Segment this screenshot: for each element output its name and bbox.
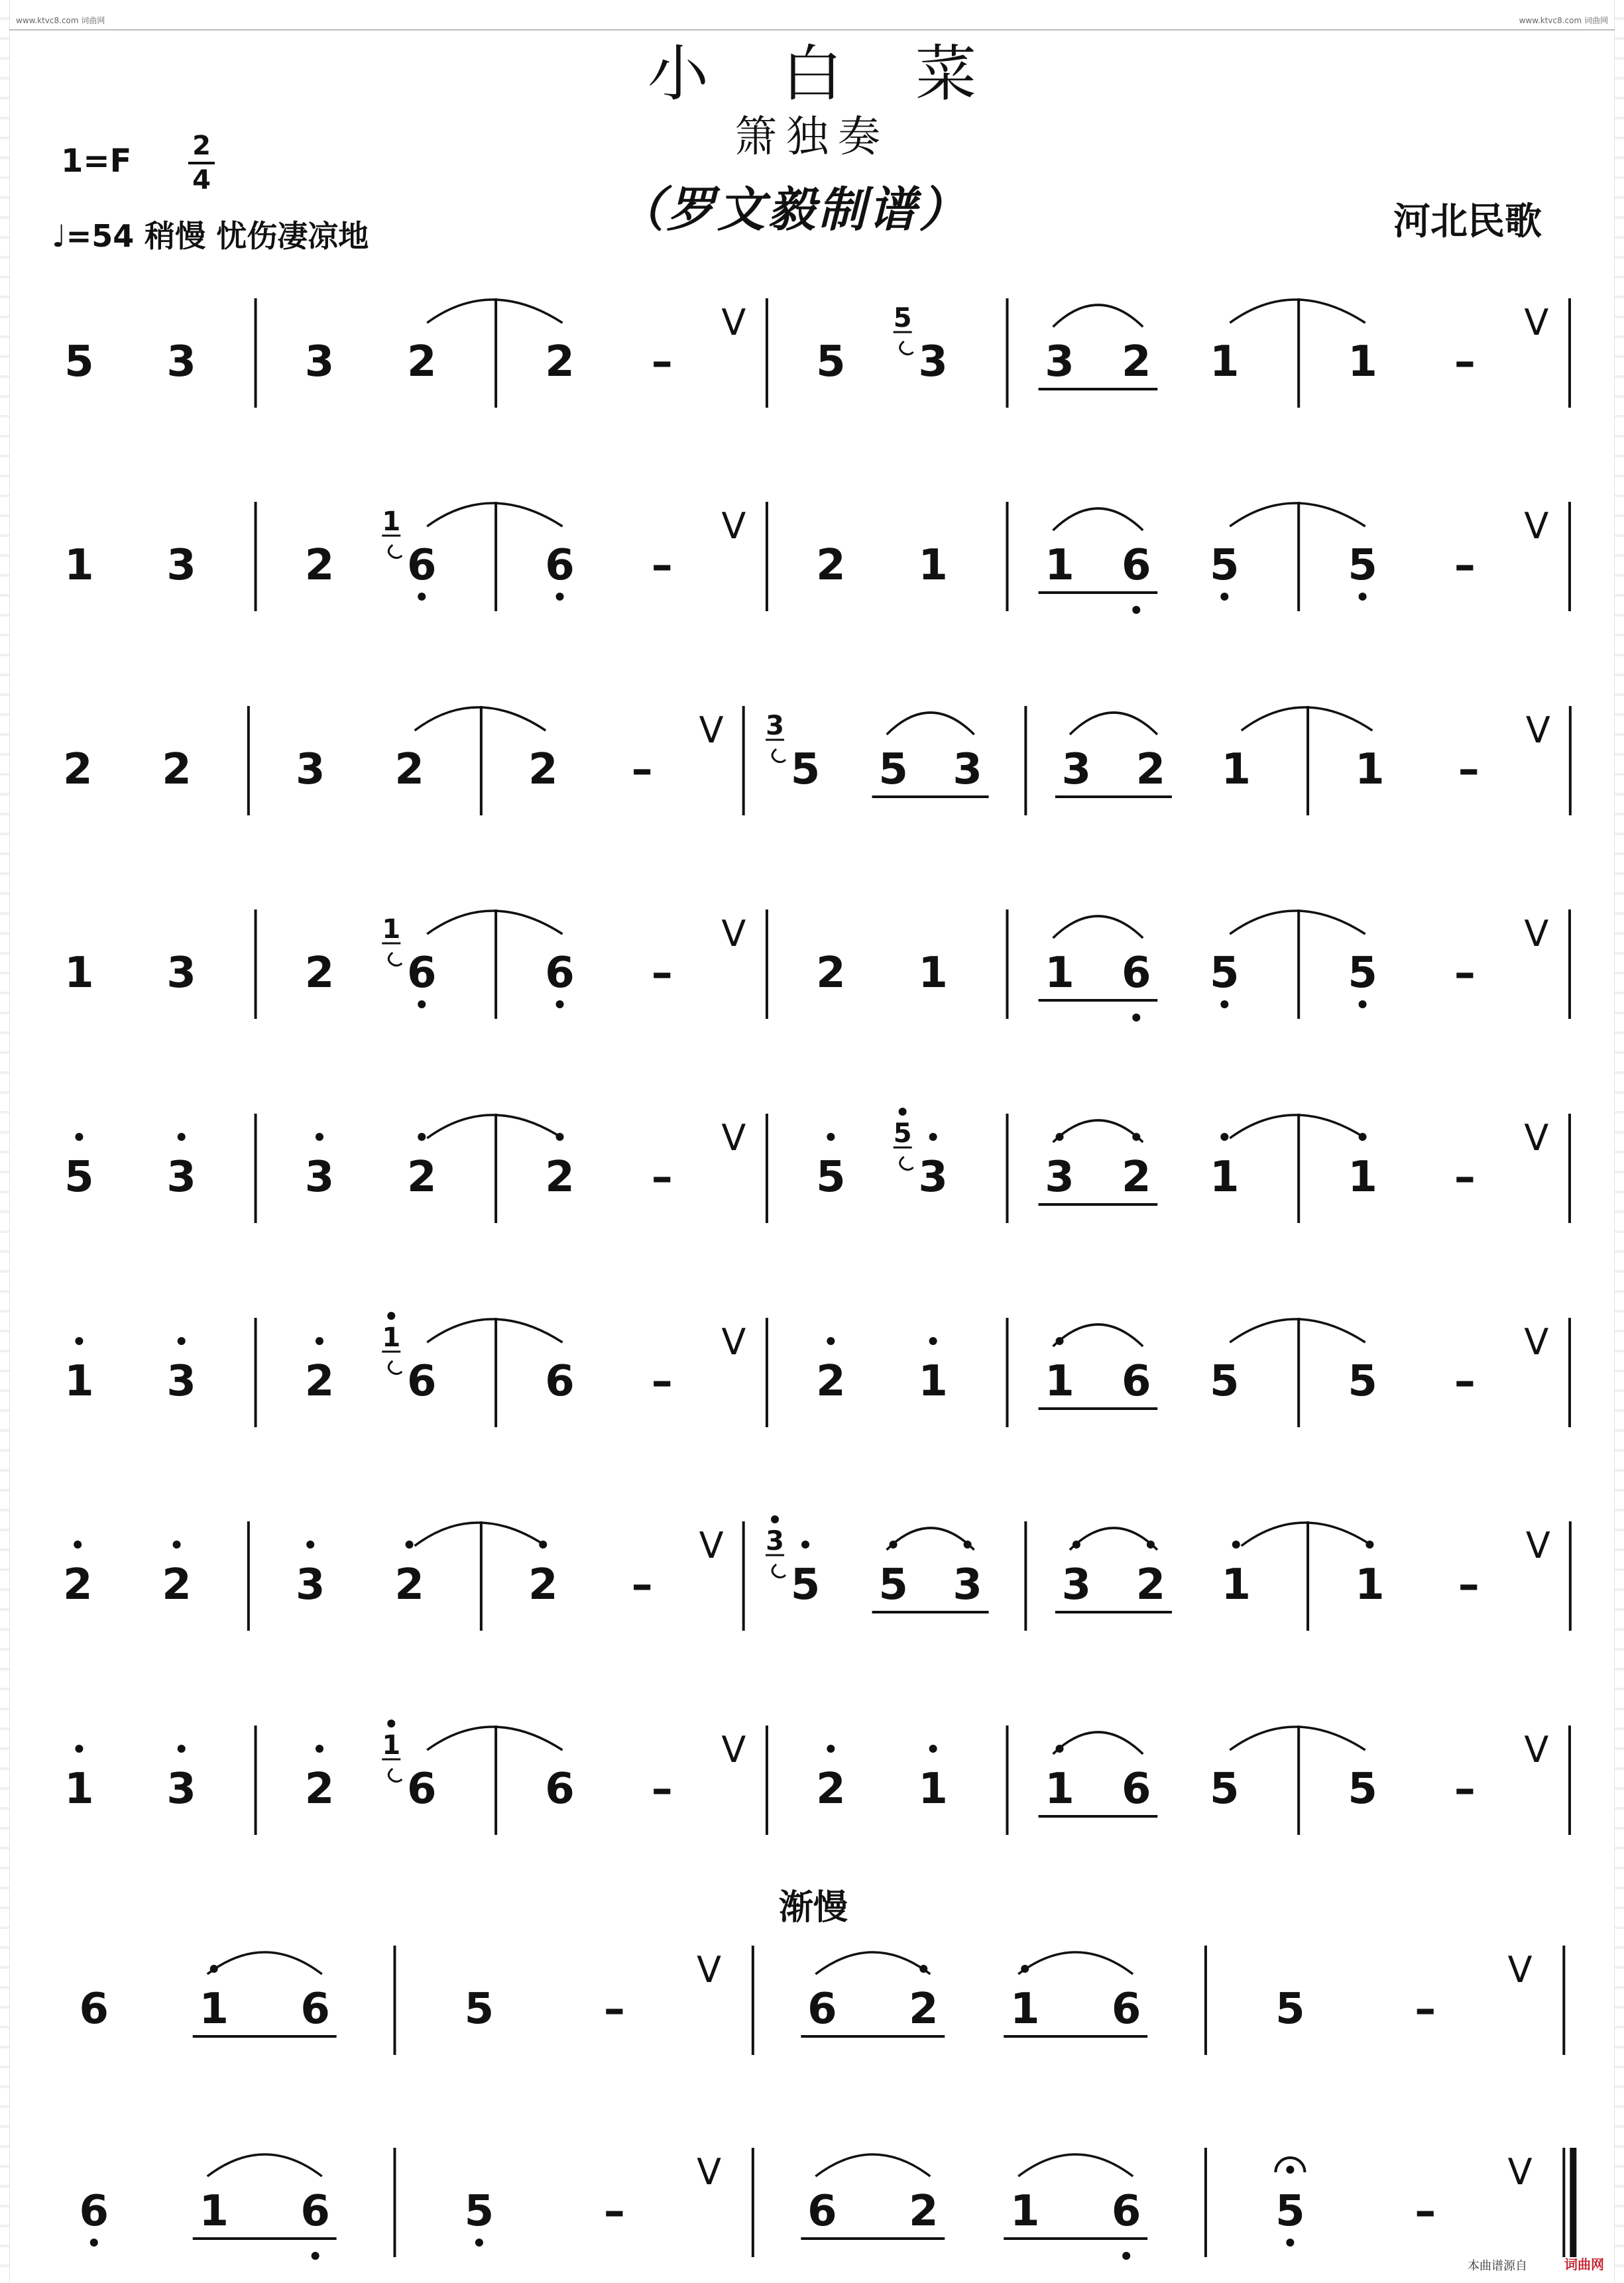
note-digit: 2 (62, 1560, 93, 1610)
low-octave-dot (1132, 606, 1140, 614)
note-digit: 1 (1045, 949, 1074, 998)
high-octave-dot (178, 1745, 186, 1753)
note-digit: 1 (1210, 1153, 1240, 1202)
note-digit: 1 (1348, 1153, 1377, 1202)
high-octave-dot (75, 1337, 83, 1345)
note-digit: 3 (166, 337, 196, 386)
note-digit: 1 (918, 541, 948, 590)
slur-arc (887, 713, 974, 734)
note-digit: 3 (918, 1153, 948, 1202)
high-octave-dot (801, 1541, 809, 1549)
note-digit: 6 (1121, 1765, 1151, 1814)
breath-mark: V (721, 505, 746, 547)
note-digit: 6 (1111, 2187, 1141, 2236)
note-digit: 6 (545, 949, 575, 998)
high-octave-dot (827, 1745, 835, 1753)
note-digit: 3 (953, 1560, 982, 1610)
grace-hook (388, 1361, 402, 1374)
breath-mark: V (1507, 1949, 1533, 1991)
sustain-dash: – (1458, 1560, 1479, 1610)
low-octave-dot (1220, 593, 1228, 601)
breath-mark: V (1525, 709, 1550, 751)
note-digit: 5 (464, 2187, 494, 2236)
breath-mark: V (1524, 913, 1549, 955)
low-octave-dot (1286, 2239, 1294, 2247)
sustain-dash: – (651, 337, 673, 386)
note-digit: 1 (1348, 337, 1377, 386)
sustain-dash: – (631, 1560, 653, 1610)
song-origin: 河北民歌 (1393, 200, 1542, 243)
ritardando-marking: 渐慢 (779, 1888, 848, 1928)
slur-arc (207, 2154, 322, 2176)
note-digit: 6 (406, 541, 437, 590)
low-octave-dot (1359, 593, 1367, 601)
grace-hook (388, 545, 402, 558)
site-watermark-left: www.ktvc8.com 词曲网 (16, 16, 105, 25)
high-octave-dot (316, 1337, 323, 1345)
note-digit: 2 (162, 745, 192, 794)
note-digit: 2 (304, 1765, 335, 1814)
note-digit: 2 (816, 1357, 846, 1406)
high-octave-dot (1220, 1133, 1228, 1141)
note-digit: 3 (295, 745, 325, 794)
slur-arc (1053, 1120, 1143, 1142)
note-digit: 5 (64, 1153, 94, 1202)
note-digit: 6 (300, 1985, 330, 2034)
slur-arc (1053, 508, 1143, 530)
note-digit: 3 (166, 1765, 196, 1814)
note-digit: 5 (1275, 1985, 1305, 2034)
note-digit: 1 (918, 1765, 948, 1814)
key-signature: 1=F (61, 143, 132, 180)
low-octave-dot (418, 593, 426, 601)
note-digit: 5 (1348, 541, 1377, 590)
sustain-dash: – (1454, 1153, 1476, 1202)
sustain-dash: – (1458, 745, 1479, 794)
note-digit: 5 (1210, 1765, 1240, 1814)
note-digit: 2 (528, 745, 558, 794)
sustain-dash: – (651, 1765, 673, 1814)
high-octave-dot (827, 1133, 835, 1141)
sustain-dash: – (651, 949, 673, 998)
slur-arc (1018, 1952, 1133, 1974)
note-digit: 2 (1135, 745, 1166, 794)
high-octave-dot (406, 1541, 414, 1549)
breath-mark: V (1507, 2151, 1533, 2193)
note-digit: 2 (406, 337, 437, 386)
low-octave-dot (312, 2252, 319, 2260)
slur-arc (207, 1952, 322, 1974)
low-octave-dot (475, 2239, 483, 2247)
note-digit: 1 (64, 541, 94, 590)
note-digit: 6 (79, 2187, 109, 2236)
breath-mark: V (1524, 505, 1549, 547)
note-digit: 2 (1121, 337, 1151, 386)
fermata-dot (1286, 2166, 1294, 2174)
sustain-dash: – (603, 1985, 625, 2034)
note-digit: 1 (64, 1765, 94, 1814)
note-digit: 1 (1221, 1560, 1251, 1610)
high-octave-dot (1232, 1541, 1240, 1549)
breath-mark: V (721, 1117, 746, 1159)
meter-numerator: 2 (192, 131, 211, 161)
grace-high-dot (387, 1312, 395, 1320)
note-digit: 5 (464, 1985, 494, 2034)
high-octave-dot (316, 1745, 323, 1753)
grace-note: 3 (766, 711, 784, 741)
note-digit: 2 (162, 1560, 192, 1610)
song-subtitle: 箫独奏 (734, 113, 890, 162)
note-digit: 6 (545, 1765, 575, 1814)
note-digit: 6 (545, 1357, 575, 1406)
note-digit: 2 (62, 745, 93, 794)
note-digit: 1 (1045, 1357, 1074, 1406)
note-digit: 6 (1121, 541, 1151, 590)
slur-arc (1018, 2154, 1133, 2176)
grace-note: 5 (893, 303, 912, 333)
note-digit: 6 (807, 1985, 837, 2034)
note-digit: 2 (528, 1560, 558, 1610)
note-digit: 2 (909, 2187, 939, 2236)
grace-high-dot (899, 1108, 907, 1116)
sustain-dash: – (1454, 1765, 1476, 1814)
slur-arc (1070, 713, 1157, 734)
note-digit: 3 (1061, 745, 1092, 794)
breath-mark: V (1525, 1525, 1550, 1566)
note-digit: 1 (199, 1985, 229, 2034)
high-octave-dot (178, 1133, 186, 1141)
note-digit: 6 (807, 2187, 837, 2236)
note-digit: 5 (1210, 1357, 1240, 1406)
note-digit: 1 (1355, 1560, 1385, 1610)
high-octave-dot (418, 1133, 426, 1141)
high-octave-dot (929, 1337, 937, 1345)
high-octave-dot (827, 1337, 835, 1345)
grace-note: 5 (893, 1118, 912, 1149)
high-octave-dot (929, 1133, 937, 1141)
high-octave-dot (306, 1541, 314, 1549)
note-digit: 3 (304, 1153, 335, 1202)
sustain-dash: – (603, 2187, 625, 2236)
sustain-dash: – (631, 745, 653, 794)
high-octave-dot (75, 1133, 83, 1141)
note-digit: 1 (1045, 541, 1074, 590)
sustain-dash: – (1454, 337, 1476, 386)
note-digit: 2 (1121, 1153, 1151, 1202)
sustain-dash: – (1415, 1985, 1436, 2034)
note-digit: 1 (918, 949, 948, 998)
song-title: 小白菜 (647, 38, 1049, 109)
tempo-marking: ♩=54 稍慢 忧伤凄凉地 (52, 218, 369, 254)
breath-mark: V (697, 2151, 722, 2193)
site-watermark-right: www.ktvc8.com 词曲网 (1519, 16, 1608, 25)
note-digit: 3 (1061, 1560, 1092, 1610)
note-digit: 2 (394, 745, 424, 794)
note-digit: 2 (816, 949, 846, 998)
sustain-dash: – (651, 1357, 673, 1406)
low-octave-dot (556, 1000, 564, 1008)
note-digit: 3 (953, 745, 982, 794)
high-octave-dot (316, 1133, 323, 1141)
breath-mark: V (721, 1321, 746, 1363)
note-digit: 6 (406, 1357, 437, 1406)
grace-hook (900, 1157, 913, 1170)
sustain-dash: – (1454, 1357, 1476, 1406)
note-digit: 6 (1121, 1357, 1151, 1406)
note-digit: 2 (545, 1153, 575, 1202)
note-digit: 3 (166, 541, 196, 590)
slur-arc (815, 2154, 930, 2176)
breath-mark: V (1524, 1321, 1549, 1363)
breath-mark: V (721, 302, 746, 343)
low-octave-dot (1220, 1000, 1228, 1008)
grace-note: 1 (382, 914, 401, 945)
note-digit: 3 (304, 337, 335, 386)
breath-mark: V (699, 1525, 724, 1566)
grace-note: 1 (382, 506, 401, 537)
note-digit: 2 (1135, 1560, 1166, 1610)
note-digit: 1 (64, 1357, 94, 1406)
high-octave-dot (74, 1541, 82, 1549)
slur-arc (1070, 1528, 1157, 1550)
grace-hook (388, 1769, 402, 1782)
slur-arc (887, 1528, 974, 1550)
note-digit: 6 (1121, 949, 1151, 998)
slur-arc (1053, 1732, 1143, 1754)
low-octave-dot (1122, 2252, 1130, 2260)
note-digit: 5 (1348, 1765, 1377, 1814)
note-digit: 5 (1348, 949, 1377, 998)
note-digit: 2 (545, 337, 575, 386)
grace-hook (772, 1564, 785, 1578)
grace-hook (388, 953, 402, 966)
slur-arc (815, 1952, 930, 1974)
arranger-credit: （罗文毅制谱） (616, 181, 970, 237)
low-octave-dot (1132, 1014, 1140, 1022)
sustain-dash: – (1454, 541, 1476, 590)
note-digit: 2 (816, 1765, 846, 1814)
low-octave-dot (556, 593, 564, 601)
grace-note: 3 (766, 1526, 784, 1556)
note-digit: 1 (1221, 745, 1251, 794)
note-digit: 3 (166, 1357, 196, 1406)
grace-high-dot (387, 1720, 395, 1727)
sustain-dash: – (651, 1153, 673, 1202)
note-digit: 3 (918, 337, 948, 386)
grace-note: 1 (382, 1730, 401, 1761)
grace-hook (772, 749, 785, 762)
note-digit: 5 (878, 1560, 908, 1610)
note-digit: 5 (790, 1560, 821, 1610)
slur-arc (1053, 305, 1143, 327)
note-digit: 6 (79, 1985, 109, 2034)
high-octave-dot (75, 1745, 83, 1753)
note-digit: 5 (816, 337, 846, 386)
note-digit: 6 (545, 541, 575, 590)
note-digit: 1 (1355, 745, 1385, 794)
high-octave-dot (929, 1745, 937, 1753)
note-digit: 5 (1275, 2187, 1305, 2236)
note-digit: 1 (1010, 1985, 1040, 2034)
note-digit: 5 (790, 745, 821, 794)
grace-high-dot (771, 1515, 779, 1523)
sustain-dash: – (651, 541, 673, 590)
note-digit: 6 (406, 1765, 437, 1814)
breath-mark: V (1524, 1117, 1549, 1159)
note-digit: 1 (199, 2187, 229, 2236)
footer-site-logo: 词曲网 (1564, 2256, 1604, 2272)
note-digit: 2 (304, 1357, 335, 1406)
breath-mark: V (721, 1729, 746, 1771)
note-digit: 3 (295, 1560, 325, 1610)
note-digit: 1 (918, 1357, 948, 1406)
grace-note: 1 (382, 1322, 401, 1353)
note-digit: 5 (64, 337, 94, 386)
note-digit: 1 (64, 949, 94, 998)
note-digit: 2 (406, 1153, 437, 1202)
low-octave-dot (418, 1000, 426, 1008)
note-digit: 5 (1210, 949, 1240, 998)
high-octave-dot (173, 1541, 181, 1549)
sustain-dash: – (1454, 949, 1476, 998)
low-octave-dot (1359, 1000, 1367, 1008)
note-digit: 2 (909, 1985, 939, 2034)
note-digit: 2 (394, 1560, 424, 1610)
breath-mark: V (699, 709, 724, 751)
breath-mark: V (697, 1949, 722, 1991)
note-digit: 1 (1210, 337, 1240, 386)
note-digit: 2 (304, 541, 335, 590)
note-digit: 2 (304, 949, 335, 998)
note-digit: 3 (1045, 337, 1074, 386)
note-digit: 2 (816, 541, 846, 590)
note-digit: 1 (1045, 1765, 1074, 1814)
note-digit: 5 (816, 1153, 846, 1202)
breath-mark: V (1524, 1729, 1549, 1771)
low-octave-dot (90, 2239, 98, 2247)
slur-arc (1053, 916, 1143, 938)
note-digit: 6 (406, 949, 437, 998)
note-digit: 6 (300, 2187, 330, 2236)
grace-hook (900, 341, 913, 355)
note-digit: 3 (166, 949, 196, 998)
high-octave-dot (178, 1337, 186, 1345)
note-digit: 1 (1010, 2187, 1040, 2236)
breath-mark: V (721, 913, 746, 955)
footer-source-text: 本曲谱源自 (1468, 2259, 1527, 2273)
note-digit: 5 (878, 745, 908, 794)
slur-arc (1053, 1324, 1143, 1346)
note-digit: 3 (166, 1153, 196, 1202)
sustain-dash: – (1415, 2187, 1436, 2236)
note-digit: 5 (1210, 541, 1240, 590)
note-digit: 3 (1045, 1153, 1074, 1202)
meter-denominator: 4 (192, 165, 211, 196)
breath-mark: V (1524, 302, 1549, 343)
note-digit: 5 (1348, 1357, 1377, 1406)
note-digit: 6 (1111, 1985, 1141, 2034)
